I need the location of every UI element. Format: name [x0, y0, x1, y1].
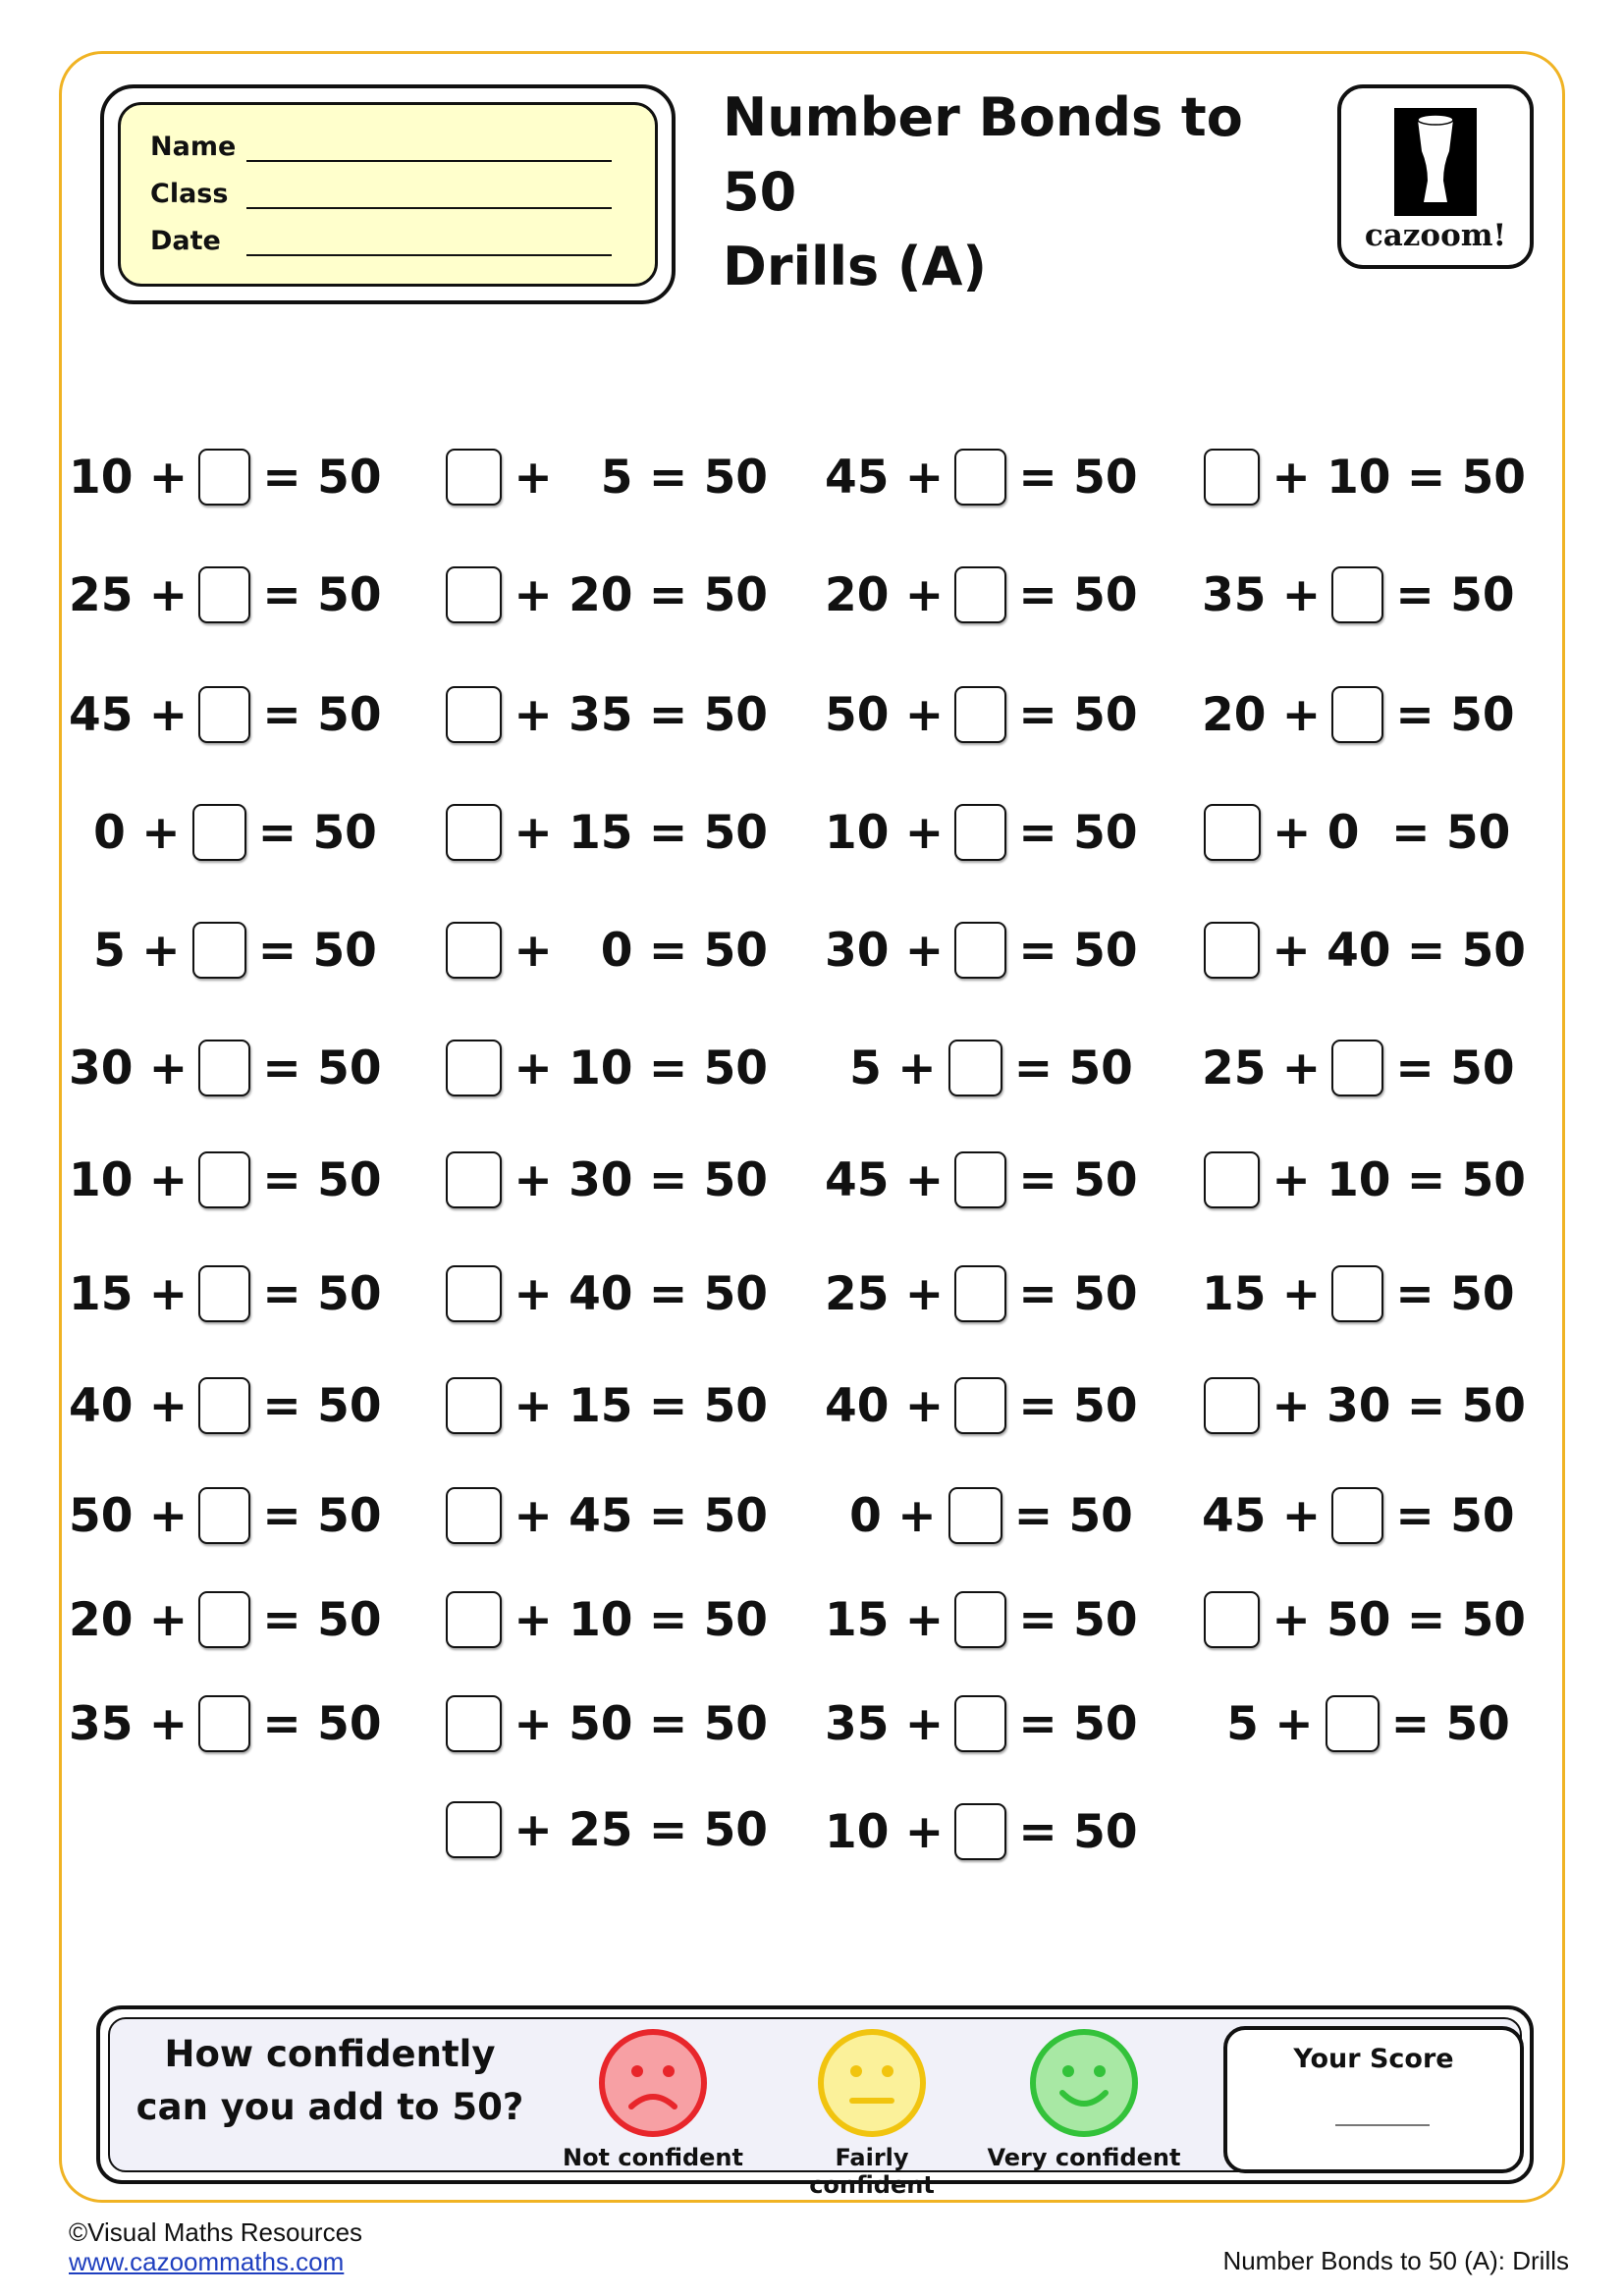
equals-text: = 50: [262, 1696, 382, 1751]
equation-text: + 10 = 50: [514, 1592, 768, 1647]
addend-text: 25 +: [69, 567, 189, 622]
problem: [444, 1486, 768, 1545]
confidence-question: [124, 2028, 536, 2134]
answer-box[interactable]: [446, 1040, 502, 1096]
equals-text: = 50: [1018, 923, 1138, 978]
problem: [1202, 1376, 1526, 1435]
equals-text: = 50: [1395, 567, 1515, 622]
equals-text: = 50: [262, 687, 382, 742]
answer-box[interactable]: [198, 686, 250, 743]
logo-drum-icon: [1394, 108, 1477, 216]
equals-text: = 50: [1018, 687, 1138, 742]
answer-box[interactable]: [198, 1487, 250, 1544]
addend-text: 10 +: [69, 450, 189, 505]
answer-box[interactable]: [446, 922, 502, 979]
addend-text: 25 +: [1202, 1041, 1322, 1095]
equation-text: + 10 = 50: [1272, 1152, 1526, 1207]
answer-box[interactable]: [198, 1591, 250, 1648]
problem: [1202, 448, 1526, 507]
equation-text: + 40 = 50: [514, 1266, 768, 1321]
problem: [444, 803, 768, 862]
problem: [69, 448, 393, 507]
addend-text: 35 +: [69, 1696, 189, 1751]
problem: [825, 1694, 1149, 1753]
equals-text: = 50: [1018, 1804, 1138, 1859]
answer-box[interactable]: [948, 1040, 1002, 1096]
answer-box[interactable]: [446, 1487, 502, 1544]
answer-box[interactable]: [198, 1040, 250, 1096]
neutral-face-icon[interactable]: [817, 2028, 927, 2138]
answer-box[interactable]: [198, 1377, 250, 1434]
score-line[interactable]: [1335, 2124, 1430, 2126]
confidence-question-line-1: How confidently: [164, 2033, 496, 2075]
addend-text: 30 +: [825, 923, 945, 978]
problem: [825, 921, 1149, 980]
problem: [69, 803, 393, 862]
answer-box[interactable]: [192, 922, 246, 979]
answer-box[interactable]: [446, 566, 502, 623]
class-row[interactable]: [150, 170, 612, 209]
answer-box[interactable]: [1204, 922, 1260, 979]
equals-text: = 50: [1018, 1378, 1138, 1433]
equation-text: + 30 = 50: [1272, 1378, 1526, 1433]
answer-box[interactable]: [1204, 449, 1260, 506]
problem: [69, 1150, 393, 1209]
score-box[interactable]: [1223, 2026, 1524, 2173]
equals-text: = 50: [262, 1041, 382, 1095]
student-info-box: [100, 84, 676, 304]
equals-text: = 50: [1395, 1266, 1515, 1321]
equals-text: = 50: [262, 567, 382, 622]
equals-text: = 50: [262, 1266, 382, 1321]
title-line-2: Drills (A): [723, 236, 988, 297]
problem: [69, 1039, 393, 1097]
equals-text: = 50: [1013, 1041, 1133, 1095]
answer-box[interactable]: [954, 1803, 1006, 1860]
answer-box[interactable]: [446, 1151, 502, 1208]
problem: [1202, 1039, 1526, 1097]
answer-box[interactable]: [446, 1265, 502, 1322]
problem: [825, 1802, 1149, 1861]
problem: [825, 1150, 1149, 1209]
addend-text: 20 +: [825, 567, 945, 622]
not-confident-label: Not confident: [562, 2144, 743, 2171]
problem: [825, 1039, 1149, 1097]
equals-text: = 50: [1018, 450, 1138, 505]
addend-text: 35 +: [825, 1696, 945, 1751]
date-row[interactable]: [150, 217, 612, 256]
footer-left: [69, 2217, 362, 2276]
addend-text: 5 +: [1226, 1696, 1314, 1751]
equation-text: + 35 = 50: [514, 687, 768, 742]
problem: [69, 1376, 393, 1435]
addend-text: 45 +: [825, 1152, 945, 1207]
problem: [1202, 921, 1526, 980]
problem: [69, 685, 393, 744]
equals-text: = 50: [1018, 805, 1138, 860]
addend-text: 40 +: [69, 1378, 189, 1433]
very-confident-label: Very confident: [987, 2144, 1181, 2171]
answer-box[interactable]: [446, 686, 502, 743]
score-title: Your Score: [1293, 2044, 1454, 2074]
equals-text: = 50: [262, 1378, 382, 1433]
answer-box[interactable]: [1331, 566, 1383, 623]
equals-text: = 50: [1395, 1488, 1515, 1543]
equals-text: = 50: [257, 923, 377, 978]
answer-box[interactable]: [446, 1801, 502, 1858]
problem: [444, 1150, 768, 1209]
equation-text: + 0 = 50: [514, 923, 768, 978]
problem: [825, 1264, 1149, 1323]
problem: [444, 1590, 768, 1649]
answer-box[interactable]: [954, 566, 1006, 623]
answer-box[interactable]: [198, 1695, 250, 1752]
problem: [444, 685, 768, 744]
equals-text: = 50: [1018, 1266, 1138, 1321]
problem: [825, 1486, 1149, 1545]
answer-box[interactable]: [198, 1151, 250, 1208]
problem: [444, 1264, 768, 1323]
problem: [444, 448, 768, 507]
equation-text: + 40 = 50: [1272, 923, 1526, 978]
problem: [825, 685, 1149, 744]
equals-text: = 50: [1395, 687, 1515, 742]
addend-text: 5 +: [93, 923, 181, 978]
equation-text: + 15 = 50: [514, 1378, 768, 1433]
equation-text: + 10 = 50: [514, 1041, 768, 1095]
answer-box[interactable]: [198, 566, 250, 623]
answer-box[interactable]: [954, 1265, 1006, 1322]
addend-text: 45 +: [1202, 1488, 1322, 1543]
problem: [1202, 685, 1526, 744]
equals-text: = 50: [1018, 567, 1138, 622]
answer-box[interactable]: [954, 1151, 1006, 1208]
sad-face-icon[interactable]: [598, 2028, 708, 2138]
problem: [444, 1800, 768, 1859]
problem: [444, 1376, 768, 1435]
addend-text: 0 +: [93, 805, 181, 860]
equation-text: + 0 = 50: [1272, 805, 1511, 860]
equals-text: = 50: [262, 1488, 382, 1543]
equation-text: + 30 = 50: [514, 1152, 768, 1207]
answer-box[interactable]: [1204, 804, 1261, 861]
equation-text: + 50 = 50: [514, 1696, 768, 1751]
addend-text: 10 +: [825, 805, 945, 860]
problem: [444, 565, 768, 624]
class-field[interactable]: [246, 178, 612, 209]
addend-text: 15 +: [69, 1266, 189, 1321]
equals-text: = 50: [1395, 1041, 1515, 1095]
answer-box[interactable]: [954, 1695, 1006, 1752]
answer-box[interactable]: [1331, 1040, 1383, 1096]
website-link[interactable]: www.cazoommaths.com: [69, 2247, 345, 2276]
fairly-confident-label: Fairly confident: [809, 2144, 935, 2199]
equation-text: + 25 = 50: [514, 1802, 768, 1857]
answer-box[interactable]: [954, 804, 1006, 861]
equation-text: + 10 = 50: [1272, 450, 1526, 505]
answer-box[interactable]: [198, 449, 250, 506]
problem: [1202, 803, 1526, 862]
problem: [69, 1590, 393, 1649]
addend-text: 10 +: [69, 1152, 189, 1207]
addend-text: 40 +: [825, 1378, 945, 1433]
answer-box[interactable]: [446, 1591, 502, 1648]
equation-text: + 50 = 50: [1272, 1592, 1526, 1647]
problem: [825, 803, 1149, 862]
class-label: Class: [150, 179, 229, 209]
problem: [825, 1376, 1149, 1435]
answer-box[interactable]: [1204, 1377, 1260, 1434]
problem: [1202, 1264, 1526, 1323]
equals-text: = 50: [1013, 1488, 1133, 1543]
answer-box[interactable]: [1326, 1695, 1380, 1752]
addend-text: 15 +: [1202, 1266, 1322, 1321]
problem: [69, 1486, 393, 1545]
answer-box[interactable]: [954, 1377, 1006, 1434]
equals-text: = 50: [257, 805, 377, 860]
equals-text: = 50: [1018, 1152, 1138, 1207]
addend-text: 45 +: [69, 687, 189, 742]
equation-text: + 5 = 50: [514, 450, 768, 505]
problem: [825, 565, 1149, 624]
problem: [1202, 565, 1526, 624]
confidence-question-line-2: can you add to 50?: [135, 2086, 524, 2128]
copyright-text: ©Visual Maths Resources: [69, 2217, 363, 2247]
addend-text: 10 +: [825, 1804, 945, 1859]
problem: [444, 921, 768, 980]
problem: [69, 1264, 393, 1323]
equals-text: = 50: [262, 1592, 382, 1647]
problem: [69, 921, 393, 980]
answer-box[interactable]: [446, 1695, 502, 1752]
equals-text: = 50: [1390, 1696, 1510, 1751]
equation-text: + 45 = 50: [514, 1488, 768, 1543]
equals-text: = 50: [262, 450, 382, 505]
addend-text: 50 +: [825, 687, 945, 742]
problem: [69, 1694, 393, 1753]
equation-text: + 15 = 50: [514, 805, 768, 860]
answer-box[interactable]: [198, 1265, 250, 1322]
answer-box[interactable]: [1204, 1151, 1260, 1208]
date-field[interactable]: [246, 225, 612, 256]
equals-text: = 50: [262, 1152, 382, 1207]
answer-box[interactable]: [446, 804, 502, 861]
name-field[interactable]: [246, 131, 612, 162]
problem: [444, 1694, 768, 1753]
problem: [444, 1039, 768, 1097]
answer-box[interactable]: [954, 686, 1006, 743]
equation-text: + 20 = 50: [514, 567, 768, 622]
answer-box[interactable]: [446, 449, 502, 506]
problem: [825, 1590, 1149, 1649]
addend-text: 35 +: [1202, 567, 1322, 622]
problem: [1202, 1694, 1526, 1753]
problem: [69, 565, 393, 624]
happy-face-icon[interactable]: [1029, 2028, 1139, 2138]
answer-box[interactable]: [1204, 1591, 1260, 1648]
addend-text: 20 +: [69, 1592, 189, 1647]
name-row[interactable]: [150, 123, 612, 162]
addend-text: 25 +: [825, 1266, 945, 1321]
answer-box[interactable]: [1331, 1487, 1383, 1544]
answer-box[interactable]: [948, 1487, 1002, 1544]
answer-box[interactable]: [954, 922, 1006, 979]
problem: [1202, 1486, 1526, 1545]
name-label: Name: [150, 132, 237, 162]
worksheet-title: [723, 80, 1312, 304]
addend-text: 20 +: [1202, 687, 1322, 742]
equals-text: = 50: [1018, 1592, 1138, 1647]
answer-box[interactable]: [192, 804, 246, 861]
answer-box[interactable]: [446, 1377, 502, 1434]
answer-box[interactable]: [1331, 1265, 1383, 1322]
answer-box[interactable]: [954, 449, 1006, 506]
addend-text: 5 +: [849, 1041, 937, 1095]
footer-title: Number Bonds to 50 (A): Drills: [1222, 2246, 1569, 2275]
answer-box[interactable]: [954, 1591, 1006, 1648]
page-border: [59, 51, 1565, 2203]
cazoom-logo: [1337, 84, 1534, 269]
problem: [825, 448, 1149, 507]
addend-text: 45 +: [825, 450, 945, 505]
equals-text: = 50: [1018, 1696, 1138, 1751]
logo-text: cazoom!: [1364, 218, 1507, 253]
addend-text: 15 +: [825, 1592, 945, 1647]
addend-text: 50 +: [69, 1488, 189, 1543]
problem: [1202, 1150, 1526, 1209]
title-line-1: Number Bonds to 50: [723, 86, 1243, 223]
answer-box[interactable]: [1331, 686, 1383, 743]
addend-text: 0 +: [849, 1488, 937, 1543]
addend-text: 30 +: [69, 1041, 189, 1095]
problem: [1202, 1590, 1526, 1649]
date-label: Date: [150, 226, 221, 256]
